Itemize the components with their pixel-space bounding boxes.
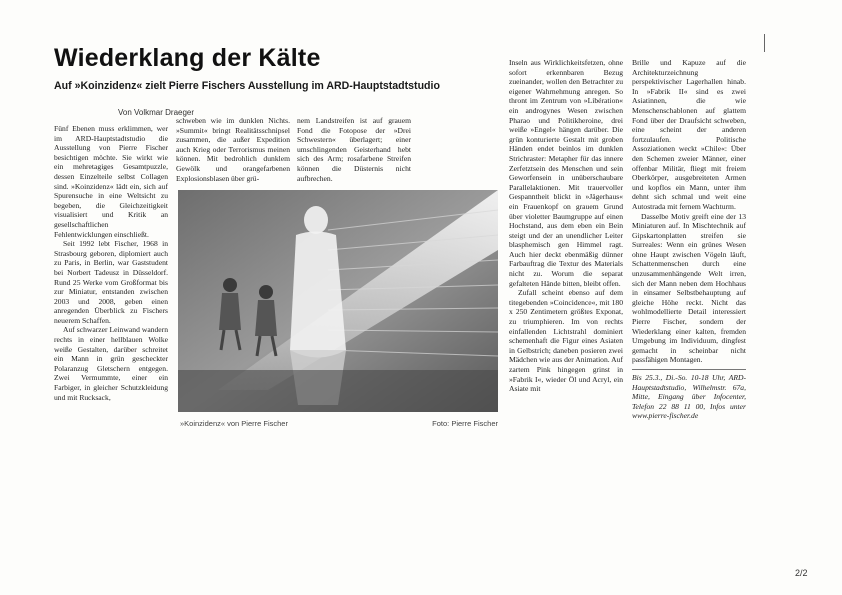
- photo-caption: »Koinzidenz« von Pierre Fischer: [180, 419, 288, 428]
- headline: Wiederklang der Kälte: [54, 44, 321, 72]
- byline: Von Volkmar Draeger: [118, 108, 195, 117]
- paragraph: Dasselbe Motiv greift eine der 13 Miniaturen auf. In Mischtechnik auf Gipskartonplatten streifen sie Surreales: Wenn ein grünes Wesen ohne Haupt zwischen Vögeln läuft, Schattenmenschen durch eine unzusammenhängende Welt irren, sich der Mann neben dem Hochhaus in einsamer Selbstbehauptung auf gleiche Höhe reckt. Nicht das wohlmodellierte Detail interessiert Pierre Fischer, sondern der Wiederklang einer kalten, fremden Umgebung im Individuum, dingfest gemacht in scheinbar nicht passfähigen Montagen.: [632, 211, 746, 365]
- column-rule: [764, 34, 765, 52]
- article-column-2: [176, 116, 290, 183]
- photo-credit: Foto: Pierre Fischer: [432, 419, 498, 428]
- paragraph: Seit 1992 lebt Fischer, 1968 in Strasbourg geboren, diplomiert auch zu Paris, in Berlin, war Gaststudent bei Norbert Tadeusz in Düsseldorf. Rund 25 Werke vom Großformat bis zur Miniatur, entstanden zwischen 2003 und 2008, geben einen anregenden Überblick zu Fischers neuerem Schaffen.: [54, 239, 168, 325]
- paragraph: Fünf Ebenen muss erklimmen, wer im ARD-Hauptstadtstudio die Ausstellung von Pierre Fischer besichtigen möchte. Sie wirkt wie ein mehretagiges Gesamtpuzzle, dessen Einzelteile selbst Collagen sind. »Koinzidenz« lädt ein, sich auf Spurensuche in eine Weltsicht zu begeben, die Gleichzeitigkeit visualisiert und Kritik an gesellschaftlichen Fehlentwicklungen einschließt.: [54, 124, 168, 239]
- page-number: 2/2: [795, 568, 808, 578]
- paragraph: nem Landstreifen ist auf grauem Fond die Fotopose der »Drei Schwestern« überlagert; einer umschlingenden Geisterhand hebt sich des Arm; rosafarbene Streifen können die Düsternis nicht aufbrechen.: [297, 116, 411, 183]
- article-column-5: [632, 58, 746, 421]
- paragraph: Inseln aus Wirklichkeitsfetzen, ohne sofort erkennbaren Bezug zueinander, wollen den Betrachter zu eigener Wahrnehmung anregen. So thront im Zentrum von »Libération« ein androgynes Wesen zwischen Pharao und Politikheroine, drei weiße »Engel« hängen darüber. Die grün konturierte Gestalt mit groben Händen endet beinlos im dunklen Strichraster: Metapher für das innere Zerfetztsein des Menschen und sein Geworfensein in unüberschaubare Parallelaktionen. Mit trauervoller Gespanntheit blickt in »Jägerhaus« ein Frauenkopf on grauem Grund über violetter Baumgruppe auf einen Hochstand, aus dem eben ein Bein steigt und der an unendlicher Leiter blasphemisch gen Himmel ragt. Auch hier deckt ebenmäßig dünner Farbauftrag die Textur des Materials nicht zu. Worum die separat gefalteten Hände bitten, bleibt offen.: [509, 58, 623, 288]
- paragraph: Zufall scheint ebenso auf dem titegebenden »Coincidence«, mit 180 x 250 Zentimetern größtes Exponat, zu triumphieren. Im von rechts einfallenden Lichtstrahl dominiert schemenhaft die Figur eines Asiaten in Gelbstrich; daneben posieren zwei Mädchen wie aus der Animation. Auf zartem Pink hingegen grinst in »Fabrik I«, wieder Öl und Acryl, ein Asiate mit: [509, 288, 623, 394]
- koinzidenz-painting-image: [178, 190, 498, 412]
- paragraph: schweben wie im dunklen Nichts. »Summit« bringt Realitätsschnipsel zusammen, die außer Expedition auch Krieg oder Terrorismus meinen können. Mit bedrohlich dunklem Gewölk und orangefarbenen Explosionsblasen über grü-: [176, 116, 290, 183]
- subheadline: Auf »Koinzidenz« zielt Pierre Fischers Ausstellung im ARD-Hauptstadtstudio: [54, 80, 440, 92]
- article-column-3: [297, 116, 411, 183]
- paragraph: Brille und Kapuze auf die Architekturzeichnung perspektivischer Lagerhallen hinab. In »Fabrik II« sind es zwei Asiatinnen, die wie Menschenschablonen auf glattem Fond über der Draufsicht schweben, eine scheint der anderen fortzulaufen. Politische Assoziationen weckt »Chile«: Über den Schemen zweier Männer, einer offenbar Militär, fliegt mit freiem Oberkörper, ausgebreiteten Armen und kopflos ein Mann, unter ihm dehnt sich schmal und weit eine Autostrada mit fernem Wachturm.: [632, 58, 746, 211]
- paragraph: Auf schwarzer Leinwand wandern rechts in einer hellblauen Wolke weiße Gestalten, darüber schreitet ein Mann in grün gescheckter Polaranzug Gletschern entgegen. Zwei Vermummte, einer ein Farbiger, in gleicher Schutzkleidung und mit Rucksack,: [54, 325, 168, 402]
- article-column-1: [54, 124, 168, 402]
- artwork-photo: [178, 190, 498, 412]
- article-column-4: [509, 58, 623, 394]
- exhibition-info: Bis 25.3., Di.-So. 10-18 Uhr, ARD-Hauptstadtstudio, Wilhelmstr. 67a, Mitte, Eingang über Infocenter, Telefon 22 88 11 00, Infos unter www.pierre-fischer.de: [632, 369, 746, 421]
